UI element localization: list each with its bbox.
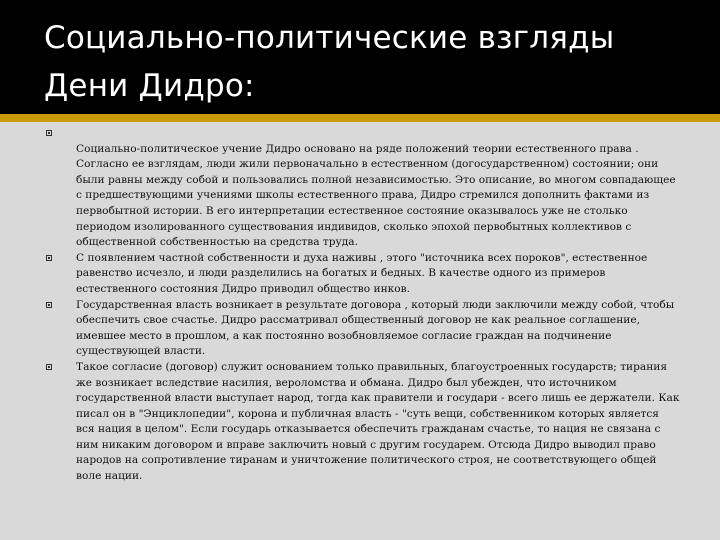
bullet-item: [40, 251, 680, 298]
bullet-square-icon: [46, 302, 52, 308]
accent-bar: [0, 114, 720, 122]
bullet-item: [40, 298, 680, 360]
slide-title: [44, 14, 694, 110]
bullet-text: Социально-политическое учение Дидро основано на ряде положений теории естественного права . Согласно ее взглядам, люди жили первоначально в естественном (догосударственном) состоянии; они были равны между собой и пользовались полной независимостью. Это описание, во многом совпадающее с предшествующими учениями школы естественного права, Дидро стремился дополнить фактами из первобытной истории. В его интерпретации естественное состояние оказывалось уже не столько периодом изолированного существования индивидов, сколько эпохой первобытных коллективов с общественной собственностью на средства труда.: [76, 142, 676, 249]
bullet-item: [40, 360, 680, 485]
content-area: [0, 122, 720, 540]
bullet-item: [40, 126, 680, 251]
slide-title-line-1: Социально-политические взгляды: [44, 20, 615, 56]
bullet-list: [40, 126, 680, 485]
bullet-text: С появлением частной собственности и духа наживы , этого "источника всех пороков", естественное равенство исчезло, и люди разделились на богатых и бедных. В качестве одного из примеров естественного состояния Дидро приводил общество инков.: [76, 251, 648, 295]
bullet-text: Государственная власть возникает в результате договора , который люди заключили между собой, чтобы обеспечить свое счастье. Дидро рассматривал общественный договор не как реальное соглашение, имевшее место в прошлом, а как постоянно возобновляемое согласие граждан на подчинение существующей власти.: [76, 298, 675, 358]
bullet-text: Такое согласие (договор) служит основанием только правильных, благоустроенных государств; тирания же возникает вследствие насилия, вероломства и обмана. Дидро был убежден, что источником государственной власти выступает народ, тогда как правители и государи - всего лишь ее держатели. Как писал он в "Энциклопедии", корона и публичная власть - "суть вещи, собственником которых является вся нация в целом". Если государь отказывается обеспечить гражданам счастье, то нация не связана с ним никаким договором и вправе заключить новый с другим государем. Отсюда Дидро выводил право народов на сопротивление тиранам и уничтожение политического строя, не соответствующего общей воле нации.: [76, 360, 680, 483]
slide-title-line-2: Дени Дидро:: [44, 68, 255, 104]
title-area: [0, 0, 720, 114]
bullet-square-icon: [46, 255, 52, 261]
bullet-square-icon: [46, 130, 52, 136]
bullet-square-icon: [46, 364, 52, 370]
